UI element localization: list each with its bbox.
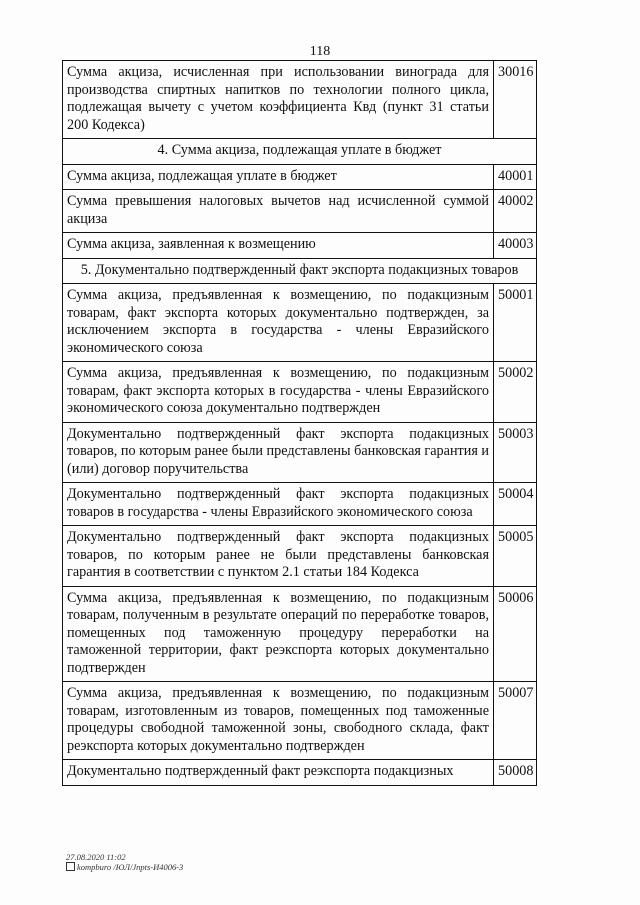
table-row	[63, 682, 537, 760]
row-description: Сумма акциза, подлежащая уплате в бюджет	[63, 164, 494, 190]
row-description: Сумма акциза, предъявленная к возмещению, по подакцизным товарам, факт экспорта которых в государства - члены Евразийского экономического союза документально подтвержден	[63, 362, 494, 423]
row-description: Документально подтвержденный факт экспорта подакцизных товаров, по которым ранее были представлены банковская гарантия и (или) договор поручительства	[63, 422, 494, 483]
row-description: Сумма акциза, заявленная к возмещению	[63, 233, 494, 259]
row-description: Сумма акциза, исчисленная при использовании винограда для производства спиртных напитков по технологии полного цикла, подлежащая вычету с учетом коэффициента Квд (пункт 31 статьи 200 Кодекса)	[63, 61, 494, 139]
table-row	[63, 284, 537, 362]
row-code: 50005	[494, 526, 537, 587]
table-row	[63, 422, 537, 483]
footer-date: 27.08.2020 11:02	[66, 852, 126, 862]
page-number: 118	[309, 44, 331, 59]
table-row	[63, 61, 537, 139]
row-description: Сумма превышения налоговых вычетов над исчисленной суммой акциза	[63, 190, 494, 233]
table-row	[63, 483, 537, 526]
row-code: 30016	[494, 61, 537, 139]
footer-path-line	[66, 862, 183, 872]
table-row	[63, 164, 537, 190]
row-code: 40003	[494, 233, 537, 259]
row-code: 50006	[494, 586, 537, 682]
row-description: Документально подтвержденный факт экспорта подакцизных товаров, по которым ранее не были представлены банковская гарантия в соответствии с пунктом 2.1 статьи 184 Кодекса	[63, 526, 494, 587]
section-title: 5. Документально подтвержденный факт экспорта подакцизных товаров	[63, 258, 537, 284]
row-description: Сумма акциза, предъявленная к возмещению, по подакцизным товарам, полученным в результате операций по переработке товаров, помещенных под таможенную процедуру переработки на таможенной территории, факт реэкспорта которых документально подтвержден	[63, 586, 494, 682]
table-row	[63, 586, 537, 682]
row-code: 40002	[494, 190, 537, 233]
row-code: 50007	[494, 682, 537, 760]
row-code: 50001	[494, 284, 537, 362]
row-description: Сумма акциза, предъявленная к возмещению, по подакцизным товарам, факт экспорта которых документально подтвержден, за исключением экспорта в государства - члены Евразийского экономического союза	[63, 284, 494, 362]
row-description: Сумма акциза, предъявленная к возмещению, по подакцизным товарам, изготовленным из товаров, помещенных под таможенные процедуры свободной таможенной зоны, свободного склада, факт реэкспорта которых документально подтвержден	[63, 682, 494, 760]
row-code: 50002	[494, 362, 537, 423]
table-row	[63, 190, 537, 233]
table-row	[63, 362, 537, 423]
row-description: Документально подтвержденный факт экспорта подакцизных товаров в государства - члены Евразийского экономического союза	[63, 483, 494, 526]
row-description: Документально подтвержденный факт реэкспорта подакцизных	[63, 760, 494, 786]
table-row-partial	[63, 760, 537, 786]
document-icon	[66, 862, 75, 871]
document-footer	[66, 852, 183, 872]
row-code: 50008	[494, 760, 537, 786]
table-row	[63, 233, 537, 259]
section-header-row	[63, 258, 537, 284]
row-code: 40001	[494, 164, 537, 190]
footer-path: kompburo /ЮЛ/Jnpts-И4006-3	[77, 862, 184, 872]
row-code: 50003	[494, 422, 537, 483]
row-code: 50004	[494, 483, 537, 526]
excise-codes-table	[62, 60, 537, 786]
table-row	[63, 526, 537, 587]
section-header-row	[63, 139, 537, 165]
section-title: 4. Сумма акциза, подлежащая уплате в бюджет	[63, 139, 537, 165]
